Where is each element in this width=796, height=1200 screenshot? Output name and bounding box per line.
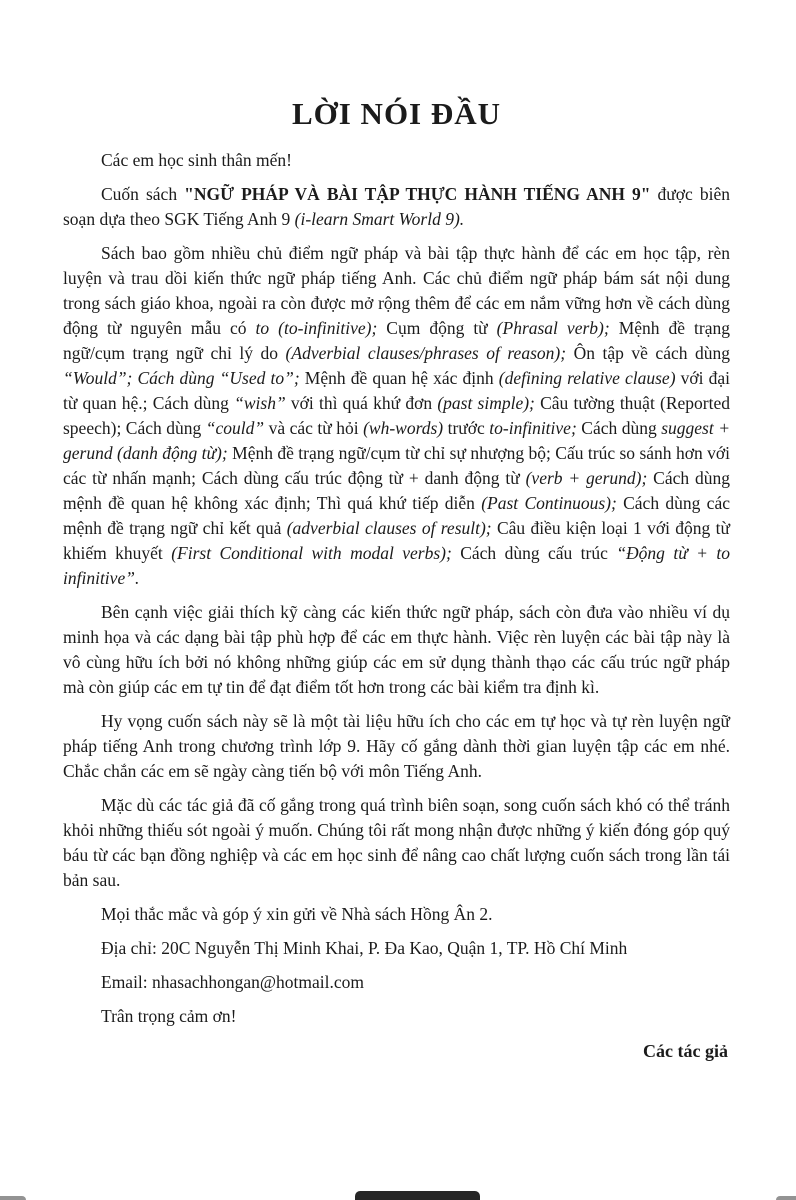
text-segment: Bên cạnh việc giải thích kỹ càng các kiến thức ngữ pháp, sách còn đưa vào nhiều ví dụ minh họa và các dạng bài tập phù hợp để các em thực hành. Việc rèn luyện các bài tập này là vô cùng hữu ích bởi nó không những giúp các em sử dụng thành thạo các cấu trúc ngữ pháp mà còn giúp các em tự tin để đạt điểm tốt hơn trong các bài kiểm tra định kì. <box>63 602 730 697</box>
text-segment: (Adverbial clauses/phrases of reason); <box>285 343 567 363</box>
text-segment: được biên soạn dựa theo SGK Tiếng Anh 9 <box>63 184 730 229</box>
paragraph-hope <box>63 709 730 784</box>
text-segment: Trân trọng cảm ơn! <box>101 1006 237 1026</box>
text-segment: Cụm động từ <box>377 318 497 338</box>
text-segment: Cách dùng các mệnh đề trạng ngữ chỉ kết quả <box>63 493 730 538</box>
text-segment: (past simple); <box>437 393 535 413</box>
text-segment: Câu tường thuật (Reported speech); Cách dùng <box>63 393 730 438</box>
text-segment: to-infinitive; <box>489 418 577 438</box>
paragraph-email <box>63 970 730 995</box>
scan-artifact-bar <box>355 1191 480 1200</box>
text-segment: Cách dùng mệnh đề quan hệ không xác định; Thì quá khứ tiếp diễn <box>63 468 730 513</box>
paragraph-practice-benefits <box>63 600 730 700</box>
text-segment: Các em học sinh thân mến! <box>101 150 292 170</box>
paragraph-feedback-request <box>63 793 730 893</box>
paragraph-book-intro <box>63 182 730 232</box>
paragraph-thanks <box>63 1004 730 1029</box>
text-segment: Mệnh đề quan hệ xác định <box>299 368 499 388</box>
text-segment: Sách bao gồm nhiều chủ điểm ngữ pháp và bài tập thực hành để các em học tập, rèn luyện và trau dồi kiến thức ngữ pháp tiếng Anh. Các chủ điểm ngữ pháp bám sát nội dung trong sách giáo khoa, ngoài ra còn được mở rộng thêm để các em nắm vững hơn về cách dùng động từ nguyên mẫu có <box>63 243 730 338</box>
text-segment: Hy vọng cuốn sách này sẽ là một tài liệu hữu ích cho các em tự học và tự rèn luyện ngữ pháp tiếng Anh trong chương trình lớp 9. Hãy cố gắng dành thời gian luyện tập các em nhé. Chắc chắn các em sẽ ngày càng tiến bộ với môn Tiếng Anh. <box>63 711 730 781</box>
text-segment: “Would”; Cách dùng “Used to”; <box>63 368 300 388</box>
document-body <box>63 148 730 1029</box>
text-segment: (defining relative clause) <box>498 368 676 388</box>
text-segment: “wish” <box>234 393 286 413</box>
text-segment: Mọi thắc mắc và góp ý xin gửi về Nhà sách Hồng Ân 2. <box>101 904 493 924</box>
scan-smudge-left <box>0 1196 26 1200</box>
text-segment: Địa chỉ: 20C Nguyễn Thị Minh Khai, P. Đa Kao, Quận 1, TP. Hồ Chí Minh <box>101 938 628 958</box>
text-segment: Cách dùng <box>576 418 662 438</box>
text-segment: và các từ hỏi <box>264 418 364 438</box>
paragraph-contents-overview <box>63 241 730 591</box>
text-segment: trước <box>443 418 490 438</box>
text-segment: to (to-infinitive); <box>255 318 378 338</box>
text-segment: (adverbial clauses of result); <box>286 518 492 538</box>
text-segment: (wh-words) <box>363 418 444 438</box>
scan-smudge-right <box>776 1196 796 1200</box>
text-segment: Mặc dù các tác giả đã cố gắng trong quá trình biên soạn, song cuốn sách khó có thể tránh khỏi những thiếu sót ngoài ý muốn. Chúng tôi rất mong nhận được những ý kiến đóng góp quý báu từ các bạn đồng nghiệp và các em học sinh để nâng cao chất lượng cuốn sách trong lần tái bản sau. <box>63 795 730 890</box>
text-segment: Cách dùng cấu trúc <box>451 543 617 563</box>
text-segment: với đại từ quan hệ.; Cách dùng <box>63 368 731 413</box>
text-segment: (i-learn Smart World 9). <box>294 209 465 229</box>
paragraph-greeting <box>63 148 730 173</box>
text-segment: Mệnh đề trạng ngữ/cụm trạng ngữ chỉ lý do <box>63 318 730 363</box>
text-segment: (Phrasal verb); <box>496 318 610 338</box>
text-segment: Ôn tập về cách dùng <box>566 343 730 363</box>
text-segment: Email: nhasachhongan@hotmail.com <box>101 972 364 992</box>
text-segment: suggest + gerund (danh động từ); <box>63 418 730 463</box>
text-segment: Câu điều kiện loại 1 với động từ khiếm khuyết <box>63 518 730 563</box>
signature: Các tác giả <box>643 1041 728 1061</box>
paragraph-contact-intro <box>63 902 730 927</box>
text-segment: “Động từ + to infinitive”. <box>63 543 730 588</box>
text-segment: "NGỮ PHÁP VÀ BÀI TẬP THỰC HÀNH TIẾNG ANH 9" <box>184 184 651 204</box>
text-segment: với thì quá khứ đơn <box>285 393 438 413</box>
text-segment: Mệnh đề trạng ngữ/cụm từ chỉ sự nhượng bộ; Cấu trúc so sánh hơn với các từ nhấn mạnh; Cách dùng cấu trúc động từ + danh động từ <box>63 443 730 488</box>
paragraph-address <box>63 936 730 961</box>
text-segment: Cuốn sách <box>101 184 185 204</box>
page-title: LỜI NÓI ĐẦU <box>291 96 502 131</box>
text-segment: (First Conditional with modal verbs); <box>171 543 452 563</box>
text-segment: (Past Continuous); <box>481 493 617 513</box>
text-segment: (verb + gerund); <box>525 468 648 488</box>
text-segment: “could” <box>205 418 265 438</box>
